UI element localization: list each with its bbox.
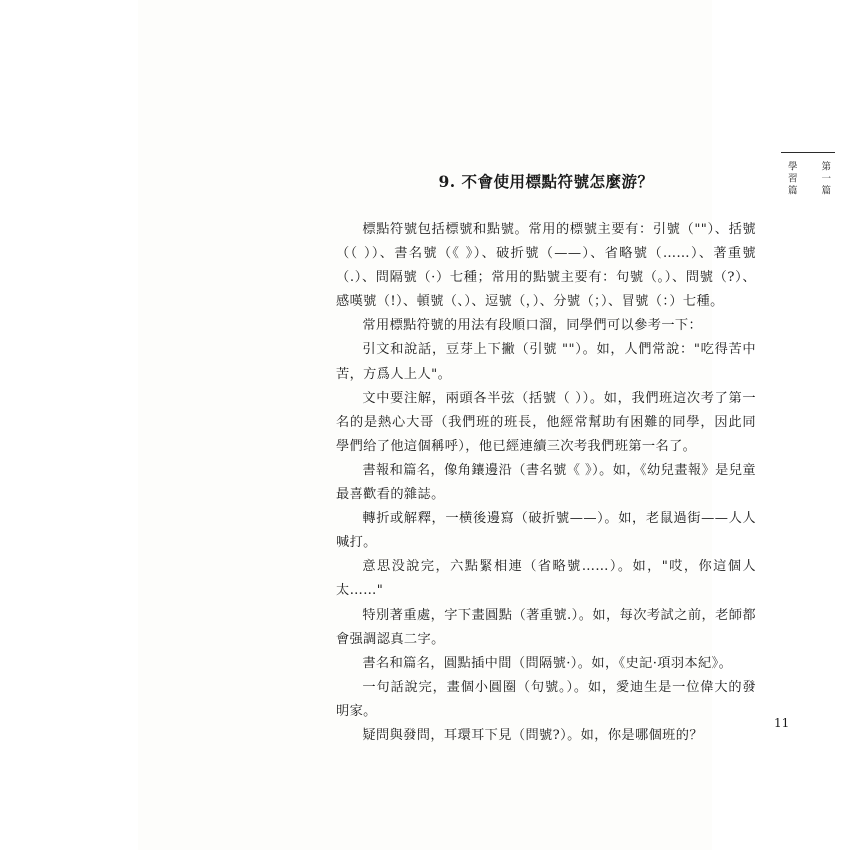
body-paragraph: 文中要注解，兩頭各半弦（括號（ ））。如，我們班這次考了第一名的是熱心大哥（我們班的班長，他經常幫助有困難的同學，因此同學們给了他這個稱呼），他已經連續三次考我們班第一名了。: [336, 390, 756, 454]
body-paragraph: 意思没說完，六點緊相連（省略號……）。如，"哎，你這個人太……": [336, 559, 756, 599]
body-paragraph: 書報和篇名，像角鑲邊沿（書名號《 》）。如，《幼兒畫報》是兒童最喜歡看的雜誌。: [336, 462, 756, 503]
running-head-part: 第一篇: [819, 161, 831, 198]
body-paragraph: 引文和說話，豆芽上下撇（引號 ""）。如，人們常說："吃得苦中苦，方爲人上人"。: [336, 342, 756, 382]
running-head: [778, 152, 838, 197]
body-paragraph: 疑問與發問，耳環耳下見（問號?）。如，你是哪個班的？: [362, 727, 703, 743]
page-body: [336, 170, 756, 748]
body-paragraph: 特別著重處，字下畫圓點（著重號.）。如，每次考試之前，老師都會强調認真二字。: [336, 607, 756, 647]
body-paragraph: 標點符號包括標號和點號。常用的標號主要有：引號（""）、括號（（ ））、書名號（《 》）、破折號（——）、省略號（……）、著重號（.）、問隔號（·）七種；常用的點號主要有：句號（。）、問號（?）、感嘆號（!）、頓號（、）、逗號（，）、分號（；）、冒號（：）七種。: [336, 222, 756, 310]
running-head-rule: [781, 152, 835, 153]
page-title: 9. 不會使用標點符號怎麼游？: [438, 172, 654, 191]
running-head-section: 學習篇: [785, 161, 797, 198]
running-head-columns: [778, 161, 838, 197]
page-sheet: [138, 0, 831, 850]
body-paragraph: 常用標點符號的用法有段順口溜，同學們可以參考一下：: [362, 318, 703, 334]
body-paragraph: 一句話說完，畫個小圓圈（句號。）。如，愛迪生是一位偉大的發明家。: [336, 679, 756, 719]
body-paragraph: 轉折或解釋，一横後邊寫（破折號——）。如，老鼠過街——人人喊打。: [336, 511, 756, 551]
page-number: 11: [774, 716, 790, 730]
body-paragraph: 書名和篇名，圓點插中間（問隔號·）。如，《史記·項羽本紀》。: [362, 655, 733, 671]
